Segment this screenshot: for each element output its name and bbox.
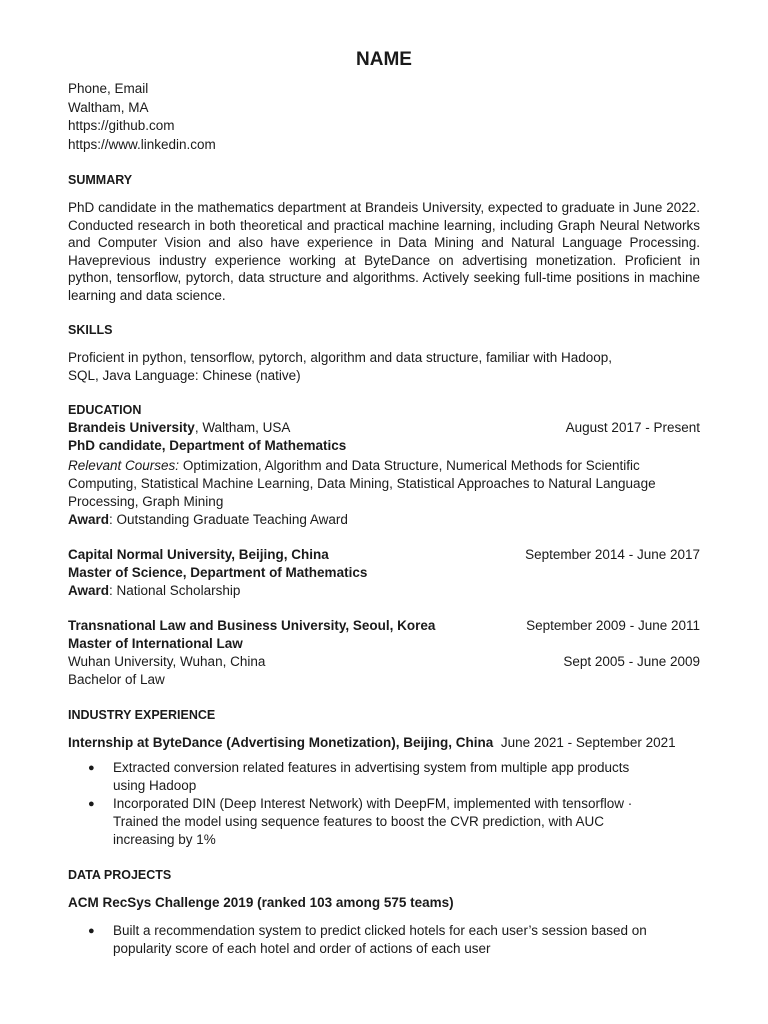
contact-linkedin-link[interactable]: https://www.linkedin.com (68, 136, 216, 152)
education-entry-wuhan (68, 653, 700, 689)
skills-heading: SKILLS (68, 323, 113, 337)
school-name: Capital Normal University, Beijing, China (68, 547, 329, 562)
degree-title: Bachelor of Law (68, 672, 165, 687)
list-item (88, 759, 700, 795)
bullet-icon: ● (88, 762, 95, 774)
education-row (68, 546, 700, 564)
education-heading: EDUCATION (68, 403, 142, 417)
award-label: Award (68, 512, 110, 527)
award-line (68, 511, 700, 529)
list-item (88, 795, 700, 849)
award-line (68, 582, 700, 600)
industry-row (68, 734, 700, 752)
school-line (68, 419, 290, 437)
education-entry-capital (68, 546, 700, 600)
contact-github-link[interactable]: https://github.com (68, 118, 175, 133)
resume-page (68, 48, 700, 958)
award-text: : Outstanding Graduate Teaching Award (109, 512, 348, 527)
summary-heading: SUMMARY (68, 173, 133, 187)
bullet-icon: ● (88, 798, 95, 810)
degree-title: Master of Science, Department of Mathematics (68, 565, 368, 580)
skills-line-2: SQL, Java Language: Chinese (native) (68, 368, 301, 383)
contact-location: Waltham, MA (68, 99, 149, 115)
project-title: ACM RecSys Challenge 2019 (ranked 103 among 575 teams) (68, 895, 454, 910)
contact-block (68, 80, 700, 154)
project-bullets (88, 922, 700, 958)
job-dates: June 2021 - September 2021 (500, 735, 676, 750)
education-dates: September 2009 - June 2011 (526, 618, 700, 633)
education-entry-transnational (68, 617, 700, 653)
bullet-text: Built a recommendation system to predict clicked hotels for each user’s session based on popularity score of each hotel and order of actions of each user (113, 923, 647, 956)
award-text: : National Scholarship (109, 583, 241, 598)
degree-title: Master of International Law (68, 636, 243, 651)
courses-label: Relevant Courses: (68, 458, 180, 473)
school-location: , Waltham, USA (194, 420, 291, 435)
industry-heading: INDUSTRY EXPERIENCE (68, 708, 216, 722)
education-row (68, 617, 700, 635)
resume-name: NAME (356, 49, 412, 70)
list-item (88, 922, 700, 958)
school-name: Brandeis University (68, 420, 195, 435)
skills-line-1: Proficient in python, tensorflow, pytorch, algorithm and data structure, familiar with Hadoop, (68, 350, 613, 365)
relevant-courses (68, 457, 700, 511)
education-row (68, 653, 700, 671)
job-bullets (88, 759, 700, 849)
education-row (68, 419, 700, 437)
courses-list: Optimization, Algorithm and Data Structure, Numerical Methods for Scientific Computing, Statistical Machine Learning, Data Mining, Statistical Approaches to Natural Language Processing, Graph Mining (68, 458, 656, 509)
award-label: Award (68, 583, 110, 598)
contact-phone-email: Phone, Email (68, 81, 149, 96)
education-dates: September 2014 - June 2017 (525, 547, 700, 562)
education-dates: Sept 2005 - June 2009 (563, 654, 700, 669)
education-entry-brandeis (68, 419, 700, 529)
education-dates: August 2017 - Present (565, 420, 700, 435)
bullet-text: Extracted conversion related features in advertising system from multiple app products using Hadoop (113, 760, 630, 793)
school-name: Wuhan University, Wuhan, China (68, 654, 266, 669)
projects-heading: DATA PROJECTS (68, 868, 172, 882)
school-name: Transnational Law and Business University, Seoul, Korea (68, 618, 436, 633)
summary-text: PhD candidate in the mathematics department at Brandeis University, expected to graduate in June 2022. Conducted research in both theoretical and practical machine learning, including Graph Neural Networks and Computer Vision and also have experience in Data Mining and Natural Language Processing. Haveprevious industry experience working at ByteDance on advertising monetization. Proficient in python, tensorflow, pytorch, data structure and algorithms. Actively seeking full-time positions in machine learning and data science. (68, 200, 700, 303)
degree-title: PhD candidate, Department of Mathematics (68, 438, 347, 453)
industry-entry (68, 734, 700, 849)
bullet-icon: ● (88, 925, 95, 937)
job-title: Internship at ByteDance (Advertising Monetization), Beijing, China (68, 735, 494, 750)
bullet-text: Incorporated DIN (Deep Interest Network) with DeepFM, implemented with tensorflow · Trained the model using sequence features to boost the CVR prediction, with AUC increasing by 1% (113, 796, 633, 847)
